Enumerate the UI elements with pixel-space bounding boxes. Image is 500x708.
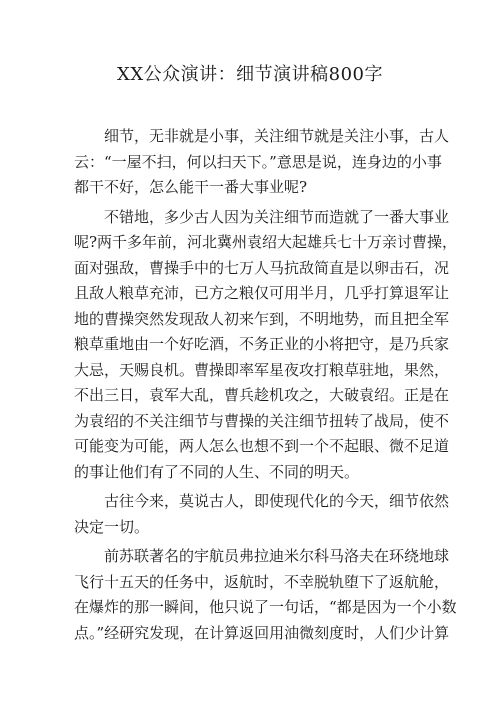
text-line: 都干不好，怎么能干一番大事业呢? xyxy=(74,178,308,196)
paragraph-3 xyxy=(74,489,450,540)
text-line: 云：“一屋不扫，何以扫天下。”意思是说，连身边的小事 xyxy=(74,152,442,171)
text-line: 不错地，多少古人因为关注细节而造就了一番大事业 xyxy=(104,207,450,226)
paragraph-2 xyxy=(74,205,458,486)
text-line: 且敌人粮草充沛，已方之粮仅可用半月，几乎打算退军让 xyxy=(74,284,450,302)
text-line: 可能变为可能，两人怎么也想不到一个不起眼、微不足道 xyxy=(74,437,450,455)
text-line: 飞行十五天的任务中，返航时，不幸脱轨堕下了返航舱， xyxy=(74,572,450,591)
text-line: 点。”经研究发现，在计算返回用油微刻度时，人们少计算 xyxy=(74,623,450,642)
paragraph-1 xyxy=(74,124,450,201)
document-title: XX公众演讲：细节演讲稿800字 xyxy=(117,64,383,85)
text-line: 决定一切。 xyxy=(74,517,150,536)
text-line: 细节，无非就是小事，关注细节就是关注小事，古人 xyxy=(104,127,450,145)
text-line: 大忌，天赐良机。曹操即率军星夜攻打粮草驻地，果然， xyxy=(74,360,450,379)
paragraph-4 xyxy=(74,544,457,646)
text-line: 粮草重地由一个好吃酒，不务正业的小将把守，是乃兵家 xyxy=(74,335,450,353)
text-line: 在爆炸的那一瞬间，他只说了一句话，“都是因为一个小数 xyxy=(74,598,457,616)
document-body xyxy=(74,124,458,650)
text-line: 地的曹操突然发现敌人初来乍到，不明地势，而且把全军 xyxy=(74,309,450,328)
text-line: 前苏联著名的宇航员弗拉迪米尔科马洛夫在环绕地球 xyxy=(104,547,450,565)
text-line: 为袁绍的不关注细节与曹操的关注细节扭转了战局，使不 xyxy=(74,411,450,430)
text-line: 不出三日，袁军大乱，曹兵趁机攻之，大破袁绍。正是在 xyxy=(74,386,450,404)
text-line: 呢?两千多年前，河北冀州袁绍大起雄兵七十万亲讨曹操， xyxy=(74,233,458,251)
text-line: 面对强敌，曹操手中的七万人马抗敌简直是以卵击石，况 xyxy=(74,258,450,277)
text-line: 古往今来，莫说古人，即使现代化的今天，细节依然 xyxy=(104,492,450,510)
text-line: 的事让他们有了不同的人生、不同的明天。 xyxy=(74,462,360,481)
